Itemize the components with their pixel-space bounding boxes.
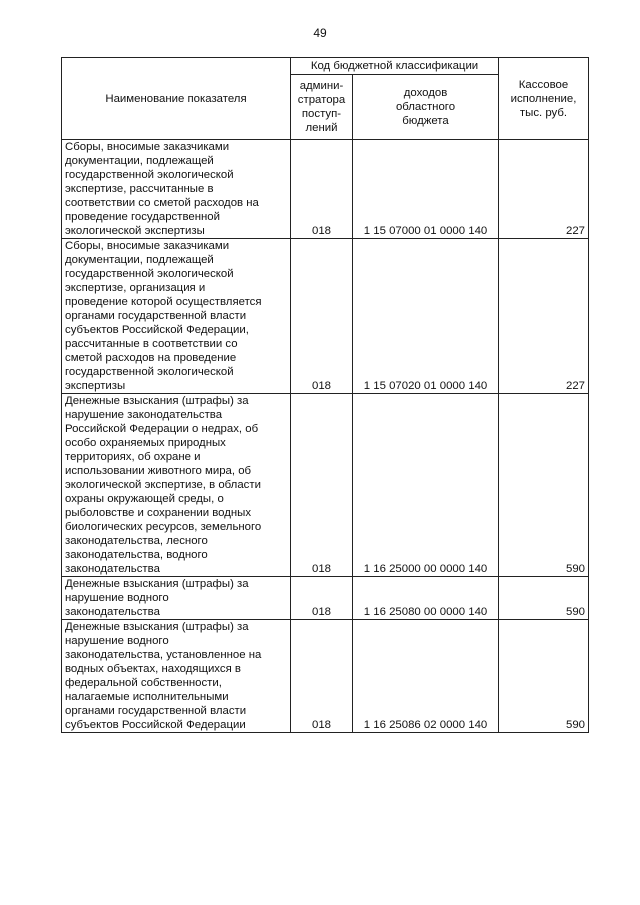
budget-table (61, 57, 589, 733)
row-income-code: 1 16 25080 00 0000 140 (353, 577, 499, 620)
header-admin: админи- стратора поступ- лений (291, 75, 353, 140)
row-cash-amount: 590 (499, 577, 589, 620)
row-indicator-name: Сборы, вносимые заказчиками документации, подлежащей государственной экологической экспертизе, рассчитанные в соответствии со сметой расходов на проведение государственной экологической экспертизы (62, 140, 291, 239)
table-row (62, 577, 589, 620)
table-row (62, 140, 589, 239)
table-row (62, 620, 589, 733)
row-admin-code: 018 (291, 577, 353, 620)
row-indicator-name: Денежные взыскания (штрафы) за нарушение водного законодательства (62, 577, 291, 620)
header-row-top (62, 58, 589, 75)
row-income-code: 1 16 25086 02 0000 140 (353, 620, 499, 733)
row-admin-code: 018 (291, 394, 353, 577)
header-code-group: Код бюджетной классификации (291, 58, 499, 75)
table-row (62, 394, 589, 577)
row-income-code: 1 15 07020 01 0000 140 (353, 239, 499, 394)
row-income-code: 1 16 25000 00 0000 140 (353, 394, 499, 577)
row-admin-code: 018 (291, 140, 353, 239)
row-indicator-name: Денежные взыскания (штрафы) за нарушение законодательства Российской Федерации о недрах, об особо охраняемых природных территориях, об охране и использовании животного мира, об экологической экспертизе, в области охраны окружающей среды, о рыболовстве и сохранении водных биологических ресурсов, земельного законодательства, лесного законодательства, водного законодательства (62, 394, 291, 577)
row-cash-amount: 590 (499, 394, 589, 577)
row-indicator-name: Денежные взыскания (штрафы) за нарушение водного законодательства, установленное на водных объектах, находящихся в федеральной собственности, налагаемые исполнительными органами государственной власти субъектов Российской Федерации (62, 620, 291, 733)
row-cash-amount: 590 (499, 620, 589, 733)
row-cash-amount: 227 (499, 140, 589, 239)
page-number: 49 (313, 26, 327, 40)
header-cash: Кассовое исполнение, тыс. руб. (499, 58, 589, 140)
row-income-code: 1 15 07000 01 0000 140 (353, 140, 499, 239)
row-indicator-name: Сборы, вносимые заказчиками документации, подлежащей государственной экологической экспертизе, организация и проведение которой осуществляется органами государственной власти субъектов Российской Федерации, рассчитанные в соответствии со сметой расходов на проведение государственной экологической экспертизы (62, 239, 291, 394)
table-body (62, 140, 589, 733)
table-row (62, 239, 589, 394)
row-admin-code: 018 (291, 239, 353, 394)
header-name: Наименование показателя (62, 58, 291, 140)
row-cash-amount: 227 (499, 239, 589, 394)
row-admin-code: 018 (291, 620, 353, 733)
header-income: доходов областного бюджета (353, 75, 499, 140)
